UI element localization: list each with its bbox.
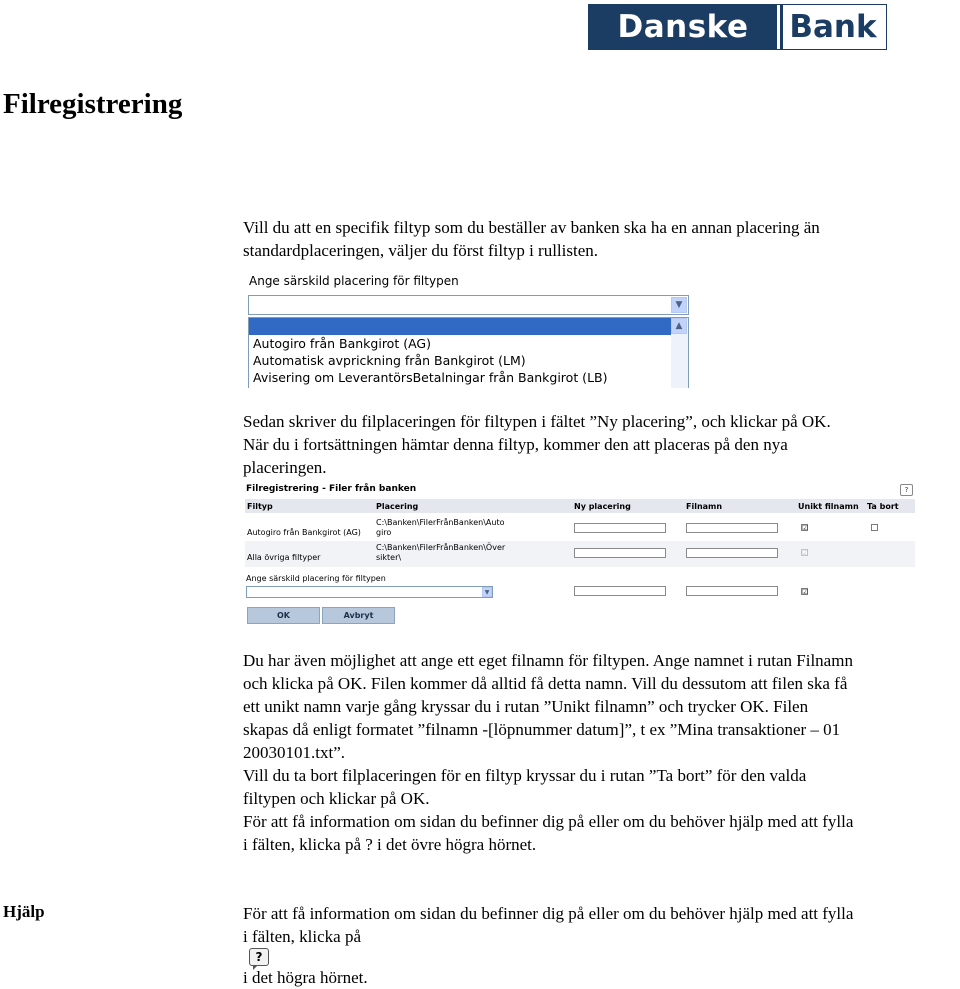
ny-placering-input[interactable]: [574, 523, 666, 533]
intro-paragraph: [243, 216, 958, 262]
help-heading: Hjälp: [3, 902, 45, 921]
filnamn-input[interactable]: [686, 523, 778, 533]
filetype-select[interactable]: [246, 586, 493, 598]
chevron-down-icon[interactable]: ▼: [671, 297, 687, 313]
help-line-2-after: i det högra hörnet.: [243, 968, 368, 987]
row-placering-1: C:\Banken\FilerFrånBanken\Över: [376, 543, 506, 552]
filename-line-8: För att få information om sidan du befinner dig på eller om du behöver hjälp med att fylla: [243, 812, 854, 831]
table-row: [245, 541, 915, 567]
filename-line-6: Vill du ta bort filplaceringen för en filtyp kryssar du i rutan ”Ta bort” för den valda: [243, 766, 807, 785]
file-registration-form-screenshot: [245, 483, 917, 628]
ny-placering-input[interactable]: [574, 548, 666, 558]
logo-text-bank: Bank: [777, 5, 886, 49]
placement-paragraph: [243, 410, 958, 479]
unikt-filnamn-checkbox: ☑: [802, 549, 809, 557]
list-scrollbar[interactable]: [671, 318, 688, 388]
ok-button[interactable]: OK: [247, 607, 320, 624]
row-placering-2: sikter\: [376, 553, 402, 562]
help-question-icon: ?: [249, 948, 269, 966]
highlighted-option[interactable]: [249, 318, 671, 335]
help-line-2: [243, 925, 958, 989]
filename-line-2: och klicka på OK. Filen kommer då alltid få detta namn. Vill du dessutom att filen ska få: [243, 674, 848, 693]
filnamn-input[interactable]: [686, 548, 778, 558]
intro-line-2: standardplaceringen, väljer du först filtyp i rullisten.: [243, 241, 599, 260]
help-icon[interactable]: ?: [900, 484, 913, 496]
intro-line-1: Vill du att en specifik filtyp som du beställer av banken ska ha en annan placering än: [243, 218, 820, 237]
row-filtyp: Alla övriga filtyper: [247, 553, 321, 562]
filename-line-3: ett unikt namn varje gång kryssar du i rutan ”Unikt filnamn” och trycker OK. Filen: [243, 697, 809, 716]
help-line-1: För att få information om sidan du befinner dig på eller om du behöver hjälp med att fylla: [243, 904, 854, 923]
danske-bank-logo: [588, 4, 887, 50]
row-placering-2: giro: [376, 528, 392, 537]
row-placering-1: C:\Banken\FilerFrånBanken\Auto: [376, 518, 505, 527]
filename-line-9: i fälten, klicka på ? i det övre högra hörnet.: [243, 835, 537, 854]
placement-line-3: placeringen.: [243, 458, 327, 477]
filetype-options-list[interactable]: [248, 317, 689, 388]
help-line-2-before: i fälten, klicka på: [243, 927, 362, 946]
page-title: Filregistrering: [3, 88, 183, 120]
filename-line-1: Du har även möjlighet att ange ett eget filnamn för filtypen. Ange namnet i rutan Filnamn: [243, 651, 853, 670]
option-avisering[interactable]: Avisering om LeverantörsBetalningar från Bankgirot (LB): [253, 370, 608, 385]
filename-paragraph: [243, 649, 958, 856]
col-placering: Placering: [376, 502, 419, 511]
form-title: Filregistrering - Filer från banken: [246, 484, 417, 494]
dropdown-label: Ange särskild placering för filtypen: [249, 274, 459, 288]
table-header: [245, 499, 915, 513]
filetype-dropdown-screenshot: [246, 270, 691, 388]
avbryt-button[interactable]: Avbryt: [322, 607, 395, 624]
placement-line-2: När du i fortsättningen hämtar denna filtyp, kommer den att placeras på den nya: [243, 435, 788, 454]
col-unikt-filnamn: Unikt filnamn: [798, 502, 859, 511]
unikt-filnamn-checkbox[interactable]: ☑: [802, 588, 809, 596]
ny-placering-input[interactable]: [574, 586, 666, 596]
chevron-down-icon[interactable]: ▼: [482, 587, 492, 597]
filename-line-5: 20030101.txt”.: [243, 743, 345, 762]
col-ta-bort: Ta bort: [867, 502, 899, 511]
logo-text-danske: Danske: [589, 5, 777, 49]
col-filnamn: Filnamn: [686, 502, 723, 511]
select-label: Ange särskild placering för filtypen: [246, 574, 386, 583]
col-ny-placering: Ny placering: [574, 502, 631, 511]
ta-bort-checkbox[interactable]: [871, 524, 878, 531]
filename-line-7: filtypen och klickar på OK.: [243, 789, 430, 808]
col-filtyp: Filtyp: [247, 502, 273, 511]
option-automatisk-avprickning[interactable]: Automatisk avprickning från Bankgirot (LM): [253, 353, 526, 368]
chevron-up-icon[interactable]: ▲: [671, 318, 687, 334]
filename-line-4: skapas då enligt formatet ”filnamn -[löpnummer datum]”, t ex ”Mina transaktioner – 01: [243, 720, 841, 739]
help-paragraph: [243, 902, 958, 989]
unikt-filnamn-checkbox[interactable]: ☑: [802, 524, 809, 532]
filetype-select[interactable]: [248, 295, 689, 315]
filnamn-input[interactable]: [686, 586, 778, 596]
row-filtyp: Autogiro från Bankgirot (AG): [247, 528, 361, 537]
table-row: [245, 515, 915, 541]
option-autogiro[interactable]: Autogiro från Bankgirot (AG): [253, 336, 431, 351]
placement-line-1: Sedan skriver du filplaceringen för filtypen i fältet ”Ny placering”, och klickar på OK.: [243, 412, 831, 431]
